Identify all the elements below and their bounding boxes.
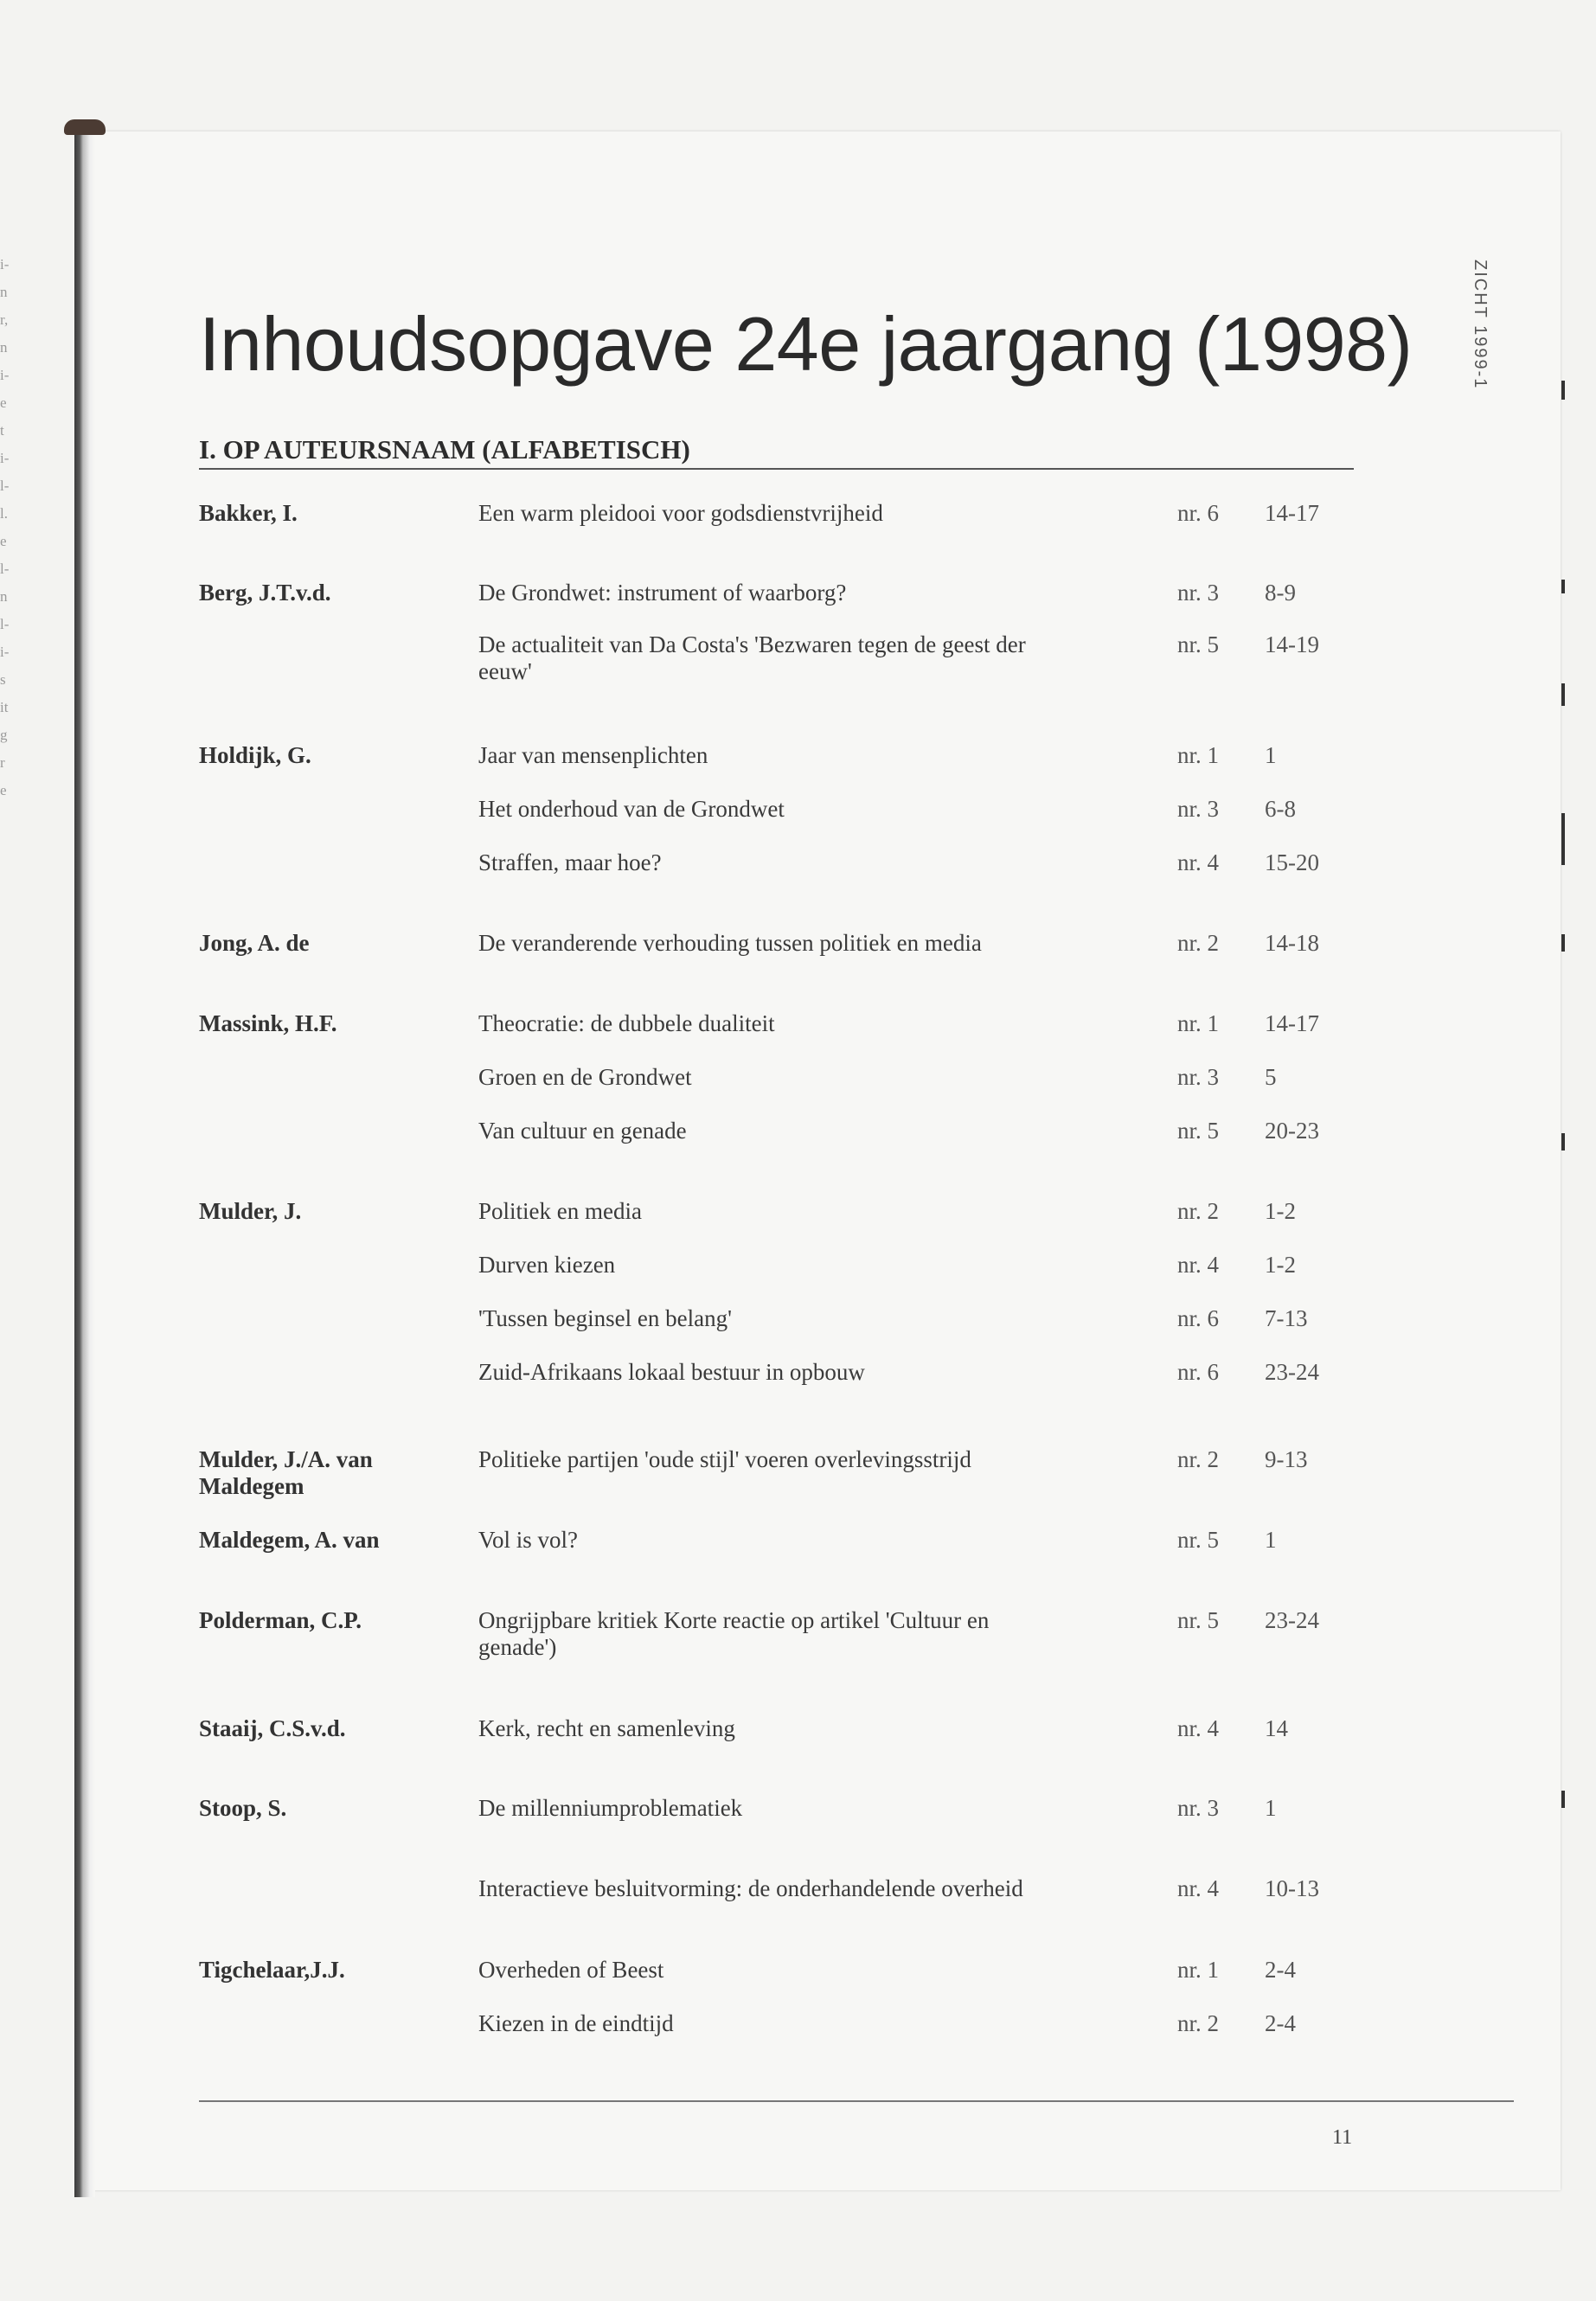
author-name: Maldegem, A. van — [199, 1527, 380, 1553]
article-title: Kiezen in de eindtijd — [478, 2010, 674, 2036]
issue-number: nr. 1 — [1177, 1957, 1220, 1983]
article-title: Interactieve besluitvorming: de onderhandelende overheid — [478, 1875, 1023, 1901]
section-heading: I. OP AUTEURSNAAM (ALFABETISCH) — [199, 434, 690, 465]
issue-number: nr. 4 — [1177, 1252, 1220, 1278]
article-title: Het onderhoud van de Grondwet — [478, 796, 785, 822]
issue-number: nr. 2 — [1177, 930, 1220, 956]
author-name: Massink, H.F. — [199, 1010, 337, 1036]
page-number: 11 — [1332, 2126, 1353, 2149]
margin-letter: r — [0, 754, 5, 771]
article-title: Vol is vol? — [478, 1527, 579, 1553]
article-title: Ongrijpbare kritiek Korte reactie op artikel 'Cultuur en genade') — [478, 1607, 990, 1660]
issue-number: nr. 2 — [1177, 1446, 1220, 1472]
journal-side-label: ZICHT 1999-1 — [1471, 260, 1490, 390]
page-range: 1-2 — [1265, 1198, 1296, 1224]
issue-number: nr. 2 — [1177, 1198, 1220, 1224]
author-name: Jong, A. de — [199, 930, 310, 956]
page-range: 20-23 — [1265, 1118, 1319, 1144]
author-name: Mulder, J./A. van Maldegem — [199, 1446, 373, 1499]
page-range: 10-13 — [1265, 1875, 1319, 1901]
page-range: 1 — [1265, 1795, 1277, 1821]
issue-number: nr. 4 — [1177, 849, 1220, 875]
issue-number: nr. 4 — [1177, 1715, 1220, 1741]
page-range: 23-24 — [1265, 1607, 1319, 1633]
page-range: 2-4 — [1265, 2010, 1296, 2036]
page-range: 14-18 — [1265, 930, 1319, 956]
margin-letter: i- — [0, 367, 10, 383]
page-range: 1 — [1265, 1527, 1277, 1553]
margin-letter: l- — [0, 616, 10, 632]
margin-letter: it — [0, 699, 9, 715]
margin-letter: l- — [0, 478, 10, 494]
section-divider — [199, 468, 1354, 470]
article-title: De Grondwet: instrument of waarborg? — [478, 580, 847, 606]
issue-number: nr. 3 — [1177, 580, 1220, 606]
margin-letter: i- — [0, 256, 10, 272]
margin-letter: t — [0, 422, 4, 439]
article-title: Groen en de Grondwet — [478, 1064, 692, 1090]
margin-letter: n — [0, 284, 8, 300]
adjacent-page-edge-text — [0, 251, 21, 804]
margin-letter: e — [0, 782, 7, 798]
binding-edge — [74, 128, 95, 2197]
author-name: Berg, J.T.v.d. — [199, 580, 331, 606]
margin-letter: n — [0, 339, 8, 356]
issue-number: nr. 6 — [1177, 500, 1220, 526]
page-range: 6-8 — [1265, 796, 1296, 822]
article-title: 'Tussen beginsel en belang' — [478, 1305, 732, 1331]
article-title: Van cultuur en genade — [478, 1118, 687, 1144]
margin-letter: l- — [0, 561, 10, 577]
page-range: 5 — [1265, 1064, 1277, 1090]
footer-divider — [199, 2100, 1514, 2102]
author-name: Stoop, S. — [199, 1795, 287, 1821]
margin-letter: r, — [0, 311, 9, 328]
issue-number: nr. 5 — [1177, 1607, 1220, 1633]
article-title: De millenniumproblematiek — [478, 1795, 743, 1821]
margin-letter: i- — [0, 450, 10, 466]
issue-number: nr. 3 — [1177, 1064, 1220, 1090]
margin-letter: e — [0, 533, 7, 549]
author-name: Staaij, C.S.v.d. — [199, 1715, 346, 1741]
author-name: Polderman, C.P. — [199, 1607, 362, 1633]
article-title: Overheden of Beest — [478, 1957, 664, 1983]
issue-number: nr. 3 — [1177, 796, 1220, 822]
article-title: Kerk, recht en samenleving — [478, 1715, 735, 1741]
issue-number: nr. 2 — [1177, 2010, 1220, 2036]
issue-number: nr. 3 — [1177, 1795, 1220, 1821]
author-name: Tigchelaar,J.J. — [199, 1957, 345, 1983]
author-name: Bakker, I. — [199, 500, 298, 526]
issue-number: nr. 6 — [1177, 1359, 1220, 1385]
page-range: 15-20 — [1265, 849, 1319, 875]
page-range: 1 — [1265, 742, 1277, 768]
article-title: Politieke partijen 'oude stijl' voeren overlevingsstrijd — [478, 1446, 971, 1472]
page-range: 9-13 — [1265, 1446, 1308, 1472]
page-range: 14-17 — [1265, 500, 1319, 526]
margin-letter: n — [0, 588, 8, 605]
page-range: 14-19 — [1265, 631, 1319, 657]
margin-letter: g — [0, 727, 8, 743]
margin-letter: i- — [0, 644, 10, 660]
page-range: 14-17 — [1265, 1010, 1319, 1036]
article-title: Straffen, maar hoe? — [478, 849, 662, 875]
article-title: Jaar van mensenplichten — [478, 742, 708, 768]
page-range: 7-13 — [1265, 1305, 1308, 1331]
page-title: Inhoudsopgave 24e jaargang (1998) — [199, 300, 1413, 387]
article-title: Zuid-Afrikaans lokaal bestuur in opbouw — [478, 1359, 865, 1385]
page-range: 2-4 — [1265, 1957, 1296, 1983]
author-name: Mulder, J. — [199, 1198, 302, 1224]
article-title: Een warm pleidooi voor godsdienstvrijheid — [478, 500, 883, 526]
issue-number: nr. 5 — [1177, 631, 1220, 657]
article-title: De veranderende verhouding tussen politiek en media — [478, 930, 982, 956]
issue-number: nr. 5 — [1177, 1118, 1220, 1144]
issue-number: nr. 5 — [1177, 1527, 1220, 1553]
issue-number: nr. 4 — [1177, 1875, 1220, 1901]
margin-letter: e — [0, 394, 7, 411]
issue-number: nr. 1 — [1177, 1010, 1220, 1036]
page-range: 8-9 — [1265, 580, 1296, 606]
page-range: 1-2 — [1265, 1252, 1296, 1278]
author-name: Holdijk, G. — [199, 742, 311, 768]
issue-number: nr. 1 — [1177, 742, 1220, 768]
margin-letter: l. — [0, 505, 8, 522]
page-range: 23-24 — [1265, 1359, 1319, 1385]
article-title: Durven kiezen — [478, 1252, 616, 1278]
article-title: Politiek en media — [478, 1198, 642, 1224]
issue-number: nr. 6 — [1177, 1305, 1220, 1331]
page-range: 14 — [1265, 1715, 1288, 1741]
article-title: De actualiteit van Da Costa's 'Bezwaren tegen de geest der eeuw' — [478, 631, 1026, 684]
margin-letter: s — [0, 671, 6, 688]
binding-cap — [64, 119, 106, 135]
article-title: Theocratie: de dubbele dualiteit — [478, 1010, 775, 1036]
